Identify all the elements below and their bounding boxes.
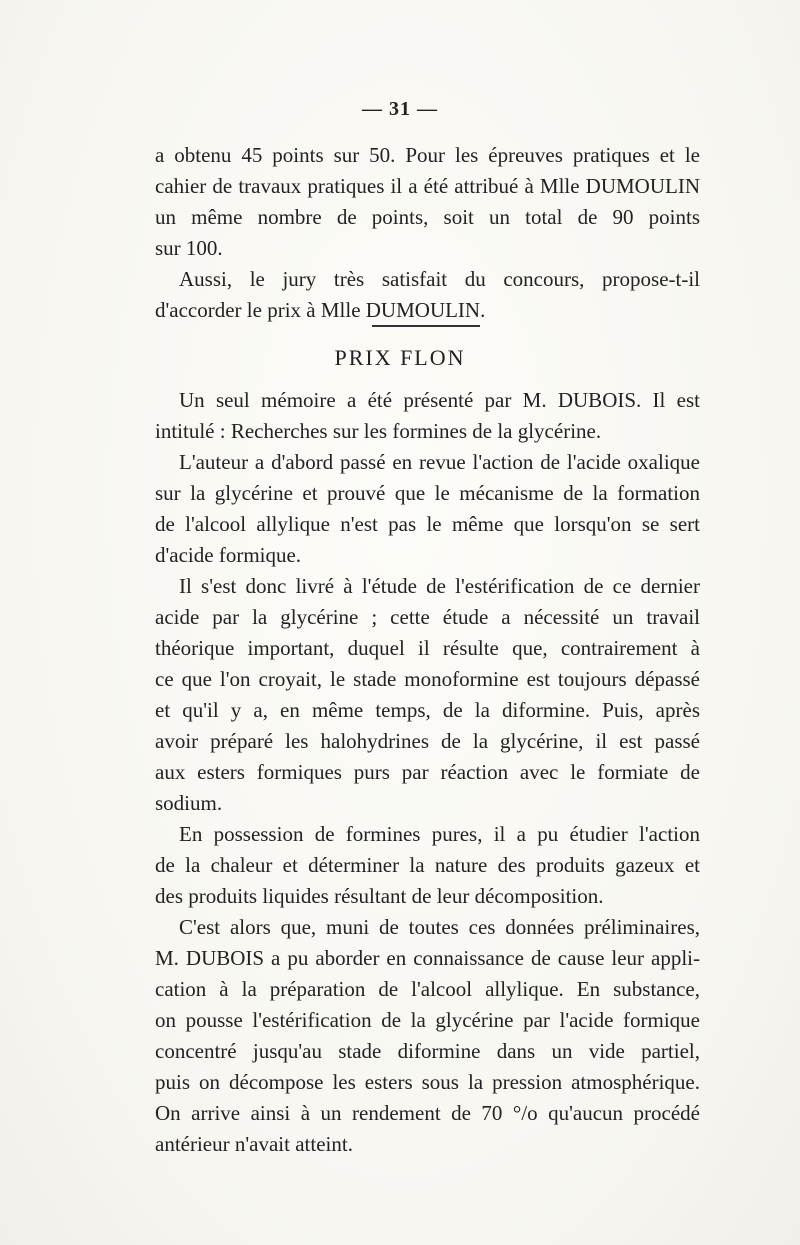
- text-line: de la chaleur et déterminer la nature des produits gazeux et: [155, 853, 700, 877]
- text-line: concentré jusqu'au stade diformine dans un vide partiel,: [155, 1039, 700, 1063]
- text-line: C'est alors que, muni de toutes ces données préliminaires,: [179, 915, 700, 939]
- text-line: acide par la glycérine ; cette étude a nécessité un travail: [155, 605, 700, 629]
- text-line: d'accorder le prix à Mlle DUMOULIN.: [155, 298, 486, 322]
- text-line: antérieur n'avait atteint.: [155, 1132, 353, 1156]
- text-line: et qu'il y a, en même temps, de la diformine. Puis, après: [155, 698, 700, 722]
- text-line: ce que l'on croyait, le stade monoformine est toujours dépassé: [155, 667, 700, 691]
- text-line: des produits liquides résultant de leur décomposition.: [155, 884, 604, 908]
- text-line: Il s'est donc livré à l'étude de l'estérification de ce dernier: [179, 574, 700, 598]
- text-line: un même nombre de points, soit un total de 90 points: [155, 205, 700, 229]
- text-line: Un seul mémoire a été présenté par M. DUBOIS. Il est: [179, 388, 700, 412]
- text-line: cahier de travaux pratiques il a été attribué à Mlle DUMOULIN: [155, 174, 700, 198]
- text-line: avoir préparé les halohydrines de la glycérine, il est passé: [155, 729, 700, 753]
- text-line: L'auteur a d'abord passé en revue l'action de l'acide oxalique: [179, 450, 700, 474]
- text-line: M. DUBOIS a pu aborder en connaissance de cause leur appli-: [155, 946, 700, 970]
- text-line: Aussi, le jury très satisfait du concours, propose-t-il: [179, 267, 700, 291]
- text-line: intitulé : Recherches sur les formines de la glycérine.: [155, 419, 602, 443]
- text-line: puis on décompose les esters sous la pression atmosphérique.: [155, 1070, 700, 1094]
- text-line: on pousse l'estérification de la glycérine par l'acide formique: [155, 1008, 700, 1032]
- intro-paragraphs: [155, 140, 700, 326]
- section-separator: [372, 325, 480, 327]
- page-number: — 31 —: [362, 98, 438, 120]
- text-line: sodium.: [155, 791, 223, 815]
- text-line: aux esters formiques purs par réaction avec le formiate de: [155, 760, 700, 784]
- text-line: théorique important, duquel il résulte que, contrairement à: [155, 636, 700, 660]
- text-line: On arrive ainsi à un rendement de 70 °/o qu'aucun procédé: [155, 1101, 700, 1125]
- section-title: PRIX FLON: [334, 345, 466, 370]
- text-line: de l'alcool allylique n'est pas le même que lorsqu'on se sert: [155, 512, 700, 536]
- text-line: a obtenu 45 points sur 50. Pour les épreuves pratiques et le: [155, 143, 700, 167]
- text-line: sur la glycérine et prouvé que le mécanisme de la formation: [155, 481, 700, 505]
- text-line: En possession de formines pures, il a pu étudier l'action: [179, 822, 700, 846]
- text-line: sur 100.: [155, 236, 223, 260]
- body-paragraphs: [155, 385, 700, 1160]
- text-line: cation à la préparation de l'alcool allylique. En substance,: [155, 977, 700, 1001]
- text-line: d'acide formique.: [155, 543, 302, 567]
